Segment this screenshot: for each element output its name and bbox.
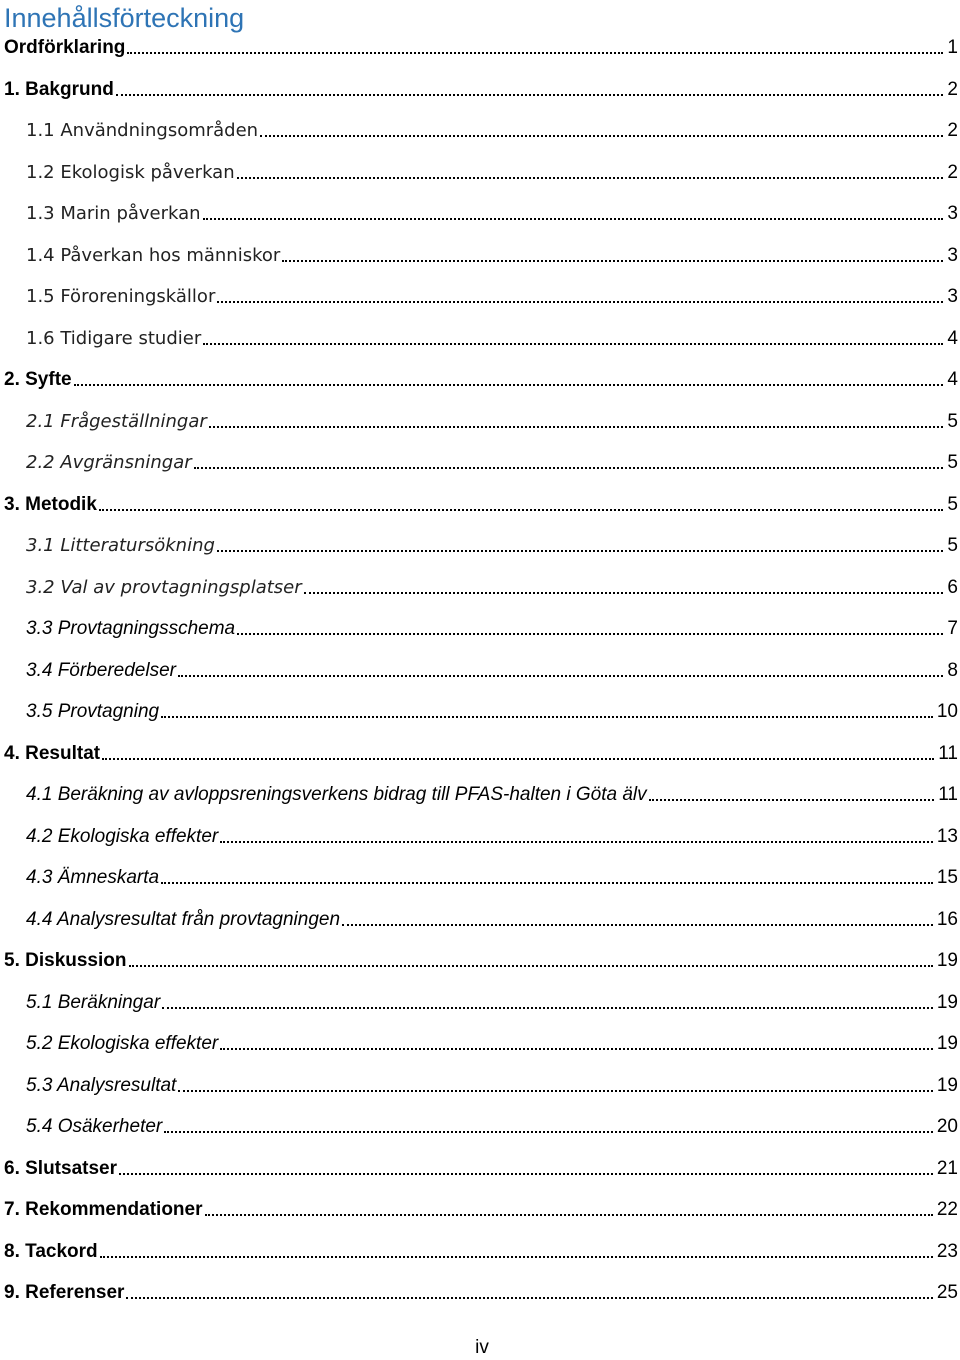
- toc-dot-leader: [217, 550, 944, 552]
- toc-entry[interactable]: [4, 364, 958, 392]
- toc-entry-page: 10: [936, 701, 958, 722]
- toc-dot-leader: [237, 633, 943, 635]
- toc-entry[interactable]: [26, 323, 958, 351]
- toc-entry[interactable]: [26, 821, 958, 849]
- toc-entry[interactable]: [4, 74, 958, 102]
- toc-dot-leader: [260, 135, 943, 137]
- toc-dot-leader: [99, 509, 944, 511]
- toc-entry-title: 3. Metodik: [4, 493, 97, 515]
- toc-heading: Innehållsförteckning: [4, 3, 245, 33]
- toc-entry[interactable]: [4, 945, 958, 973]
- toc-entry[interactable]: [26, 1028, 958, 1056]
- toc-entry-page: 2: [947, 78, 958, 100]
- toc-entry-title: 8. Tackord: [4, 1240, 98, 1262]
- toc-entry-title: 4.1 Beräkning av avloppsreningsverkens bidrag till PFAS-halten i Göta älv: [26, 784, 647, 805]
- toc-dot-leader: [209, 426, 944, 428]
- toc-entry-page: 11: [938, 742, 958, 764]
- toc-entry-page: 23: [936, 1240, 958, 1262]
- toc-entry-page: 8: [947, 659, 958, 681]
- toc-dot-leader: [162, 1007, 933, 1009]
- toc-dot-leader: [116, 94, 944, 96]
- toc-dot-leader: [161, 716, 933, 718]
- toc-entry[interactable]: [4, 738, 958, 766]
- toc-entry-page: 25: [936, 1282, 958, 1303]
- toc-entry-title: 1.2 Ekologisk påverkan: [26, 161, 235, 183]
- toc-entry[interactable]: [26, 572, 958, 600]
- toc-entry-page: 21: [936, 1157, 958, 1179]
- toc-dot-leader: [129, 965, 933, 967]
- toc-entry[interactable]: [26, 904, 958, 932]
- toc-entry-title: 2. Syfte: [4, 369, 72, 390]
- toc-entry-title: 4.3 Ämneskarta: [26, 867, 160, 888]
- toc-entry-page: 5: [947, 452, 958, 473]
- toc-entry[interactable]: [4, 1153, 958, 1181]
- toc-entry[interactable]: [26, 613, 958, 641]
- toc-entry[interactable]: [26, 696, 958, 724]
- toc-dot-leader: [102, 758, 934, 760]
- toc-entry-page: 3: [947, 244, 958, 266]
- toc-entry[interactable]: [26, 987, 958, 1015]
- toc-entry[interactable]: [26, 157, 958, 185]
- toc-entry-title: 5.2 Ekologiska effekter: [26, 1033, 219, 1054]
- toc-entry[interactable]: [26, 240, 958, 268]
- toc-entry[interactable]: [26, 447, 958, 475]
- toc-dot-leader: [217, 301, 943, 303]
- toc-entry[interactable]: [4, 1194, 958, 1222]
- toc-entry-title: 1.5 Föroreningskällor: [26, 286, 216, 307]
- toc-entry-title: 3.3 Provtagningsschema: [26, 618, 236, 639]
- toc-entry-title: 1.3 Marin påverkan: [26, 203, 201, 224]
- toc-entry[interactable]: [26, 406, 958, 434]
- toc-dot-leader: [282, 260, 943, 262]
- toc-dot-leader: [74, 384, 944, 386]
- toc-entry-title: 4. Resultat: [4, 742, 101, 764]
- toc-entry-title: 3.4 Förberedelser: [26, 659, 176, 681]
- toc-entry-title: 5.4 Osäkerheter: [26, 1116, 163, 1137]
- toc-entry-title: 3.2 Val av provtagningsplatser: [26, 576, 302, 598]
- toc-entry-page: 19: [936, 1033, 958, 1054]
- toc-entry-page: 2: [947, 120, 958, 141]
- toc-entry-title: 1. Bakgrund: [4, 78, 114, 100]
- toc-entry-page: 5: [947, 535, 958, 556]
- toc-entry-title: 3.1 Litteratursökning: [26, 535, 215, 556]
- toc-entry-title: 2.1 Frågeställningar: [26, 410, 207, 432]
- toc-dot-leader: [203, 343, 943, 345]
- toc-entry-title: 6. Slutsatser: [4, 1157, 117, 1179]
- toc-entry-title: 4.2 Ekologiska effekter: [26, 825, 219, 847]
- toc-entry[interactable]: [26, 1070, 958, 1098]
- toc-entry-page: 19: [936, 1074, 958, 1096]
- toc-entry-page: 3: [947, 286, 958, 307]
- toc-entry[interactable]: [26, 655, 958, 683]
- toc-dot-leader: [342, 924, 933, 926]
- toc-entry-page: 1: [947, 37, 958, 58]
- toc-entry-title: 5. Diskussion: [4, 950, 127, 971]
- toc-entry-title: 1.6 Tidigare studier: [26, 327, 202, 349]
- toc-entry-page: 19: [936, 991, 958, 1013]
- page-number-footer: [0, 1336, 960, 1360]
- toc-dot-leader: [304, 592, 944, 594]
- toc-dot-leader: [220, 841, 933, 843]
- toc-dot-leader: [203, 218, 944, 220]
- toc-entry-page: 5: [947, 493, 958, 515]
- toc-entry-page: 6: [947, 576, 958, 598]
- toc-entry-page: 13: [936, 825, 958, 847]
- toc-entry[interactable]: [26, 281, 958, 309]
- toc-dot-leader: [178, 1090, 933, 1092]
- toc-dot-leader: [127, 52, 943, 54]
- page-number: iv: [475, 1337, 489, 1358]
- toc-entry-title: 5.1 Beräkningar: [26, 991, 161, 1013]
- toc-entry[interactable]: [4, 489, 958, 517]
- toc-entry-title: 5.3 Analysresultat: [26, 1074, 177, 1096]
- toc-entry-page: 15: [936, 867, 958, 888]
- toc-entry-title: 1.1 Användningsområden: [26, 120, 259, 141]
- toc-dot-leader: [194, 467, 944, 469]
- toc-entry-page: 22: [936, 1199, 958, 1220]
- toc-entry-page: 16: [936, 908, 958, 930]
- toc-dot-leader: [161, 882, 933, 884]
- toc-entry-page: 11: [938, 784, 958, 805]
- toc-entry-title: 7. Rekommendationer: [4, 1199, 203, 1220]
- toc-entry-page: 19: [936, 950, 958, 971]
- toc-entry-page: 2: [947, 161, 958, 183]
- toc-entry[interactable]: [26, 198, 958, 226]
- toc-entry-title: 4.4 Analysresultat från provtagningen: [26, 908, 341, 930]
- toc-entry-page: 4: [947, 327, 958, 349]
- toc-entry-title: Ordförklaring: [4, 37, 126, 58]
- toc-entry-title: 1.4 Påverkan hos människor: [26, 244, 281, 266]
- toc-dot-leader: [119, 1173, 933, 1175]
- toc-dot-leader: [126, 1297, 932, 1299]
- toc-entry[interactable]: [26, 862, 958, 890]
- toc-entry-title: 9. Referenser: [4, 1282, 125, 1303]
- toc-entry-page: 3: [947, 203, 958, 224]
- toc-entry[interactable]: [26, 1111, 958, 1139]
- toc-dot-leader: [178, 675, 943, 677]
- toc-entry[interactable]: [4, 1236, 958, 1264]
- toc-entry[interactable]: [26, 779, 958, 807]
- toc-dot-leader: [649, 799, 935, 801]
- toc-entry-page: 20: [936, 1116, 958, 1137]
- toc-dot-leader: [164, 1131, 933, 1133]
- toc-entry[interactable]: [26, 530, 958, 558]
- toc-entry[interactable]: [4, 1277, 958, 1305]
- toc-entry[interactable]: [26, 115, 958, 143]
- toc-entry[interactable]: [4, 32, 958, 60]
- toc-dot-leader: [237, 177, 944, 179]
- toc-entry-title: 2.2 Avgränsningar: [26, 452, 192, 473]
- toc-entry-page: 7: [947, 618, 958, 639]
- toc-dot-leader: [220, 1048, 933, 1050]
- toc-entry-page: 4: [947, 369, 958, 390]
- toc-dot-leader: [100, 1256, 933, 1258]
- toc-entry-page: 5: [947, 410, 958, 432]
- toc-dot-leader: [205, 1214, 933, 1216]
- toc-entry-title: 3.5 Provtagning: [26, 701, 160, 722]
